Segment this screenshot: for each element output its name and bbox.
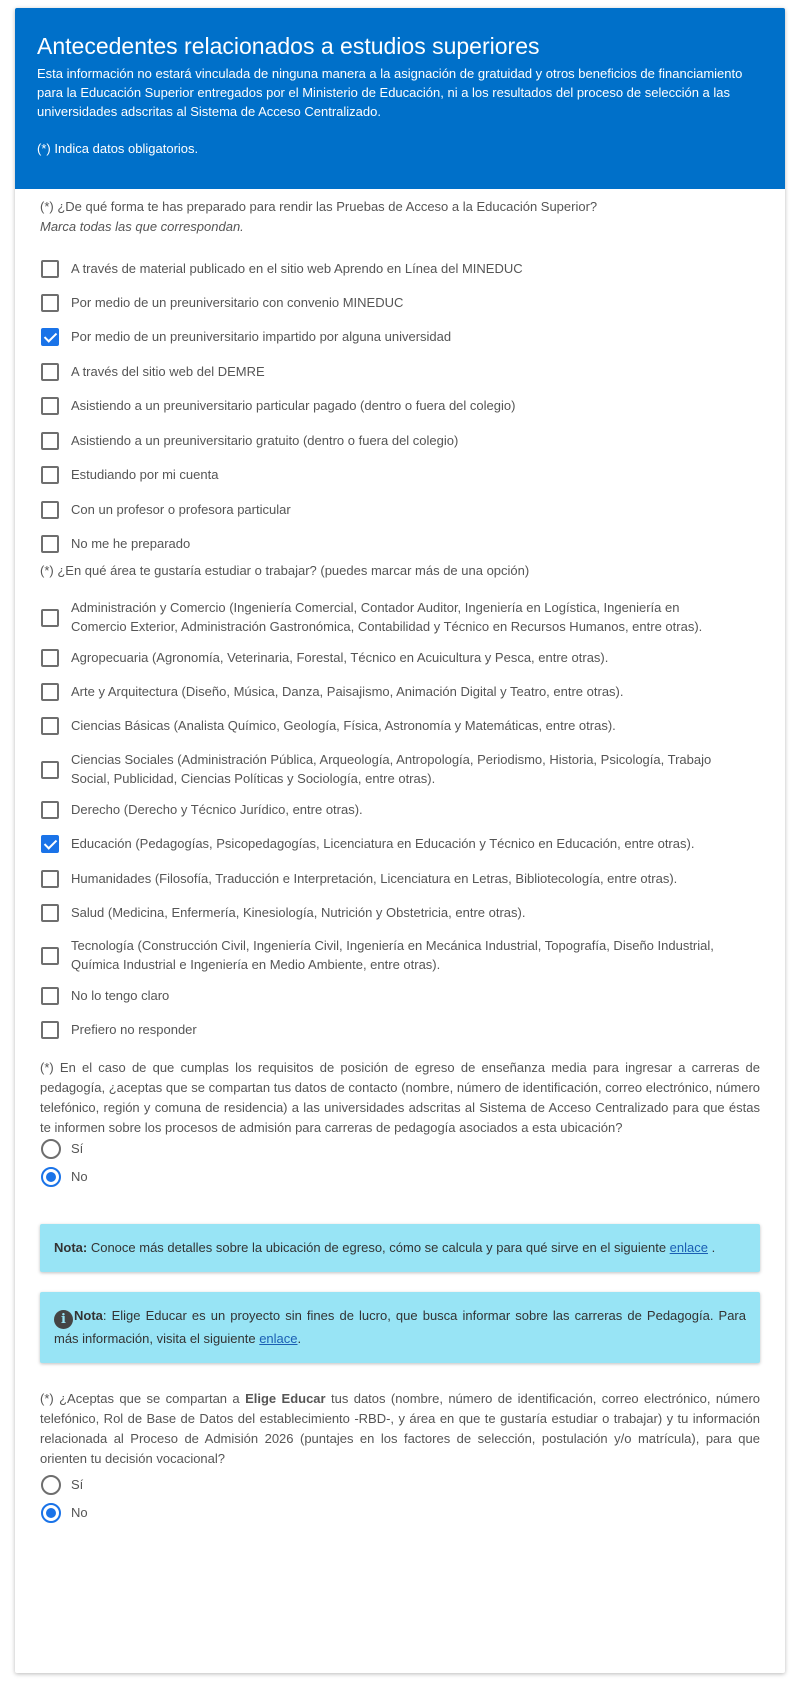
checkbox-option[interactable] (41, 649, 731, 668)
checkbox-option[interactable] (41, 599, 731, 636)
question-pedagogy-consent: (*) En el caso de que cumplas los requisitos de posición de egreso de enseñanza media para ingresar a carreras de pedagogía, ¿aceptas que se compartan tus datos de contacto (nombre, número de identificación, correo electrónico, número telefónico, región y comuna de residencia) a las universidades adscritas al Sistema de Acceso Centralizado para que éstas te informen sobre los procesos de admisión para carreras de pedagogía asociados a esta ubicación? (40, 1060, 760, 1135)
checkbox[interactable] (41, 761, 59, 779)
option-label: No (71, 1168, 88, 1184)
form-card (15, 8, 785, 1673)
option-label: Asistiendo a un preuniversitario gratuito (dentro o fuera del colegio) (71, 433, 459, 448)
radio-button[interactable] (41, 1139, 61, 1159)
checkbox[interactable] (41, 683, 59, 701)
checkbox[interactable] (41, 260, 59, 278)
radio-button[interactable] (41, 1475, 61, 1495)
option-label: No lo tengo claro (71, 988, 170, 1003)
option-label: Educación (Pedagogías, Psicopedagogías, Licenciatura en Educación y Técnico en Educación, entre otras). (71, 836, 695, 851)
note-elige-bold: Nota (74, 1308, 103, 1323)
radio-option[interactable] (41, 1503, 731, 1523)
option-label: Sí (71, 1476, 84, 1492)
checkbox-option[interactable] (41, 870, 731, 889)
option-label: No (71, 1504, 88, 1520)
checkbox-option[interactable] (41, 535, 731, 554)
question-preparation-label: (*) ¿De qué forma te has preparado para rendir las Pruebas de Acceso a la Educación Superior? (40, 199, 598, 214)
option-label: Humanidades (Filosofía, Traducción e Interpretación, Licenciatura en Letras, Bibliotecología, entre otras). (71, 871, 678, 886)
option-label: Ciencias Sociales (Administración Pública, Arqueología, Antropología, Periodismo, Historia, Psicología, Trabajo Social, Publicidad, Ciencias Políticas y Sociología, entre otras). (71, 752, 712, 786)
checkbox[interactable] (41, 328, 59, 346)
radio-button[interactable] (41, 1167, 61, 1187)
option-label: Por medio de un preuniversitario con convenio MINEDUC (71, 295, 404, 310)
checkbox-option[interactable] (41, 363, 731, 382)
note-elige-text: : Elige Educar es un proyecto sin fines de lucro, que busca informar sobre las carreras de Pedagogía. Para más información, visita el siguiente (54, 1308, 746, 1346)
radio-option[interactable] (41, 1167, 731, 1187)
note-elige-link[interactable]: enlace (259, 1331, 298, 1346)
checkbox[interactable] (41, 987, 59, 1005)
checkbox-option[interactable] (41, 397, 731, 416)
option-label: Con un profesor o profesora particular (71, 502, 291, 517)
question-elige-prefix: (*) ¿Aceptas que se compartan a (40, 1391, 246, 1406)
checkbox-option[interactable] (41, 904, 731, 923)
checkbox-option[interactable] (41, 432, 731, 451)
option-label: Por medio de un preuniversitario impartido por alguna universidad (71, 329, 452, 344)
option-label: Prefiero no responder (71, 1022, 197, 1037)
checkbox-option[interactable] (41, 328, 731, 347)
checkbox[interactable] (41, 870, 59, 888)
option-label: Salud (Medicina, Enfermería, Kinesiología, Nutrición y Obstetricia, entre otras). (71, 905, 526, 920)
checkbox[interactable] (41, 294, 59, 312)
option-label: Arte y Arquitectura (Diseño, Música, Danza, Paisajismo, Animación Digital y Teatro, entre otras). (71, 684, 624, 699)
section-title: Antecedentes relacionados a estudios superiores (37, 33, 540, 59)
checkbox[interactable] (41, 363, 59, 381)
checkbox[interactable] (41, 904, 59, 922)
checkbox[interactable] (41, 1021, 59, 1039)
option-label: Administración y Comercio (Ingeniería Comercial, Contador Auditor, Ingeniería en Logística, Ingeniería en Comercio Exterior, Administración Gastronómica, Contabilidad y Técnico en Recursos Humanos, entre otras). (71, 600, 703, 634)
checkbox[interactable] (41, 801, 59, 819)
checkbox-option[interactable] (41, 501, 731, 520)
checkbox-option[interactable] (41, 801, 731, 820)
radio-option[interactable] (41, 1475, 731, 1495)
note-egress-position (40, 1224, 760, 1272)
note-egress-text: Conoce más detalles sobre la ubicación de egreso, cómo se calcula y para qué sirve en el siguiente (87, 1240, 670, 1255)
note-egress-bold: Nota: (54, 1240, 88, 1255)
question-preparation-hint: Marca todas las que correspondan. (40, 219, 244, 234)
checkbox[interactable] (41, 535, 59, 553)
option-label: Derecho (Derecho y Técnico Jurídico, entre otras). (71, 802, 363, 817)
checkbox-option[interactable] (41, 987, 731, 1006)
checkbox[interactable] (41, 717, 59, 735)
section-description: Esta información no estará vinculada de ninguna manera a la asignación de gratuidad y otros beneficios de financiamiento para la Educación Superior entregados por el Ministerio de Educación, ni a los resultados del proceso de selección a las universidades adscritas al Sistema de Acceso Centralizado. (37, 66, 743, 119)
checkbox-option[interactable] (41, 260, 731, 279)
question-elige-suffix: tus datos (nombre, número de identificación, correo electrónico, número telefónico, Rol de Base de Datos del establecimiento -RBD-, y área en que te gustaría estudiar o trabajar) y tu información relacionada al Proceso de Admisión 2026 (puntajes en los factores de selección, postulación y/o matrícula), para que orienten tu decisión vocacional? (40, 1391, 760, 1466)
option-label: No me he preparado (71, 536, 191, 551)
note-egress-link[interactable]: enlace (669, 1240, 708, 1255)
checkbox-option[interactable] (41, 717, 731, 736)
question-elige-educar-consent (40, 1389, 760, 1469)
checkbox-option[interactable] (41, 1021, 731, 1040)
question-area: (*) ¿En qué área te gustaría estudiar o trabajar? (puedes marcar más de una opción) (40, 563, 530, 578)
note-elige-educar (40, 1292, 760, 1363)
checkbox[interactable] (41, 947, 59, 965)
checkbox[interactable] (41, 466, 59, 484)
checkbox[interactable] (41, 649, 59, 667)
option-label: Asistiendo a un preuniversitario particular pagado (dentro o fuera del colegio) (71, 398, 516, 413)
info-icon: i (54, 1310, 73, 1329)
radio-button[interactable] (41, 1503, 61, 1523)
option-label: Estudiando por mi cuenta (71, 467, 219, 482)
option-label: A través del sitio web del DEMRE (71, 364, 265, 379)
question-elige-bold: Elige Educar (245, 1391, 326, 1406)
option-label: A través de material publicado en el sitio web Aprendo en Línea del MINEDUC (71, 261, 523, 276)
checkbox[interactable] (41, 609, 59, 627)
checkbox-option[interactable] (41, 466, 731, 485)
checkbox[interactable] (41, 432, 59, 450)
checkbox-option[interactable] (41, 294, 731, 313)
checkbox-option[interactable] (41, 683, 731, 702)
option-label: Tecnología (Construcción Civil, Ingeniería Civil, Ingeniería en Mecánica Industrial, Topografía, Diseño Industrial, Química Industrial e Ingeniería en Medio Ambiente, entre otras). (71, 938, 714, 972)
checkbox[interactable] (41, 835, 59, 853)
radio-option[interactable] (41, 1139, 731, 1159)
question-preparation (40, 197, 760, 237)
note-egress-after: . (707, 1240, 716, 1255)
section-header (15, 8, 785, 189)
option-label: Agropecuaria (Agronomía, Veterinaria, Forestal, Técnico en Acuicultura y Pesca, entre otras). (71, 650, 609, 665)
note-elige-after: . (297, 1331, 302, 1346)
checkbox-option[interactable] (41, 937, 731, 974)
option-label: Sí (71, 1140, 84, 1156)
checkbox-option[interactable] (41, 751, 731, 788)
checkbox[interactable] (41, 397, 59, 415)
checkbox-option[interactable] (41, 835, 731, 854)
required-note: (*) Indica datos obligatorios. (37, 141, 199, 156)
option-label: Ciencias Básicas (Analista Químico, Geología, Física, Astronomía y Matemáticas, entre otras). (71, 718, 616, 733)
checkbox[interactable] (41, 501, 59, 519)
